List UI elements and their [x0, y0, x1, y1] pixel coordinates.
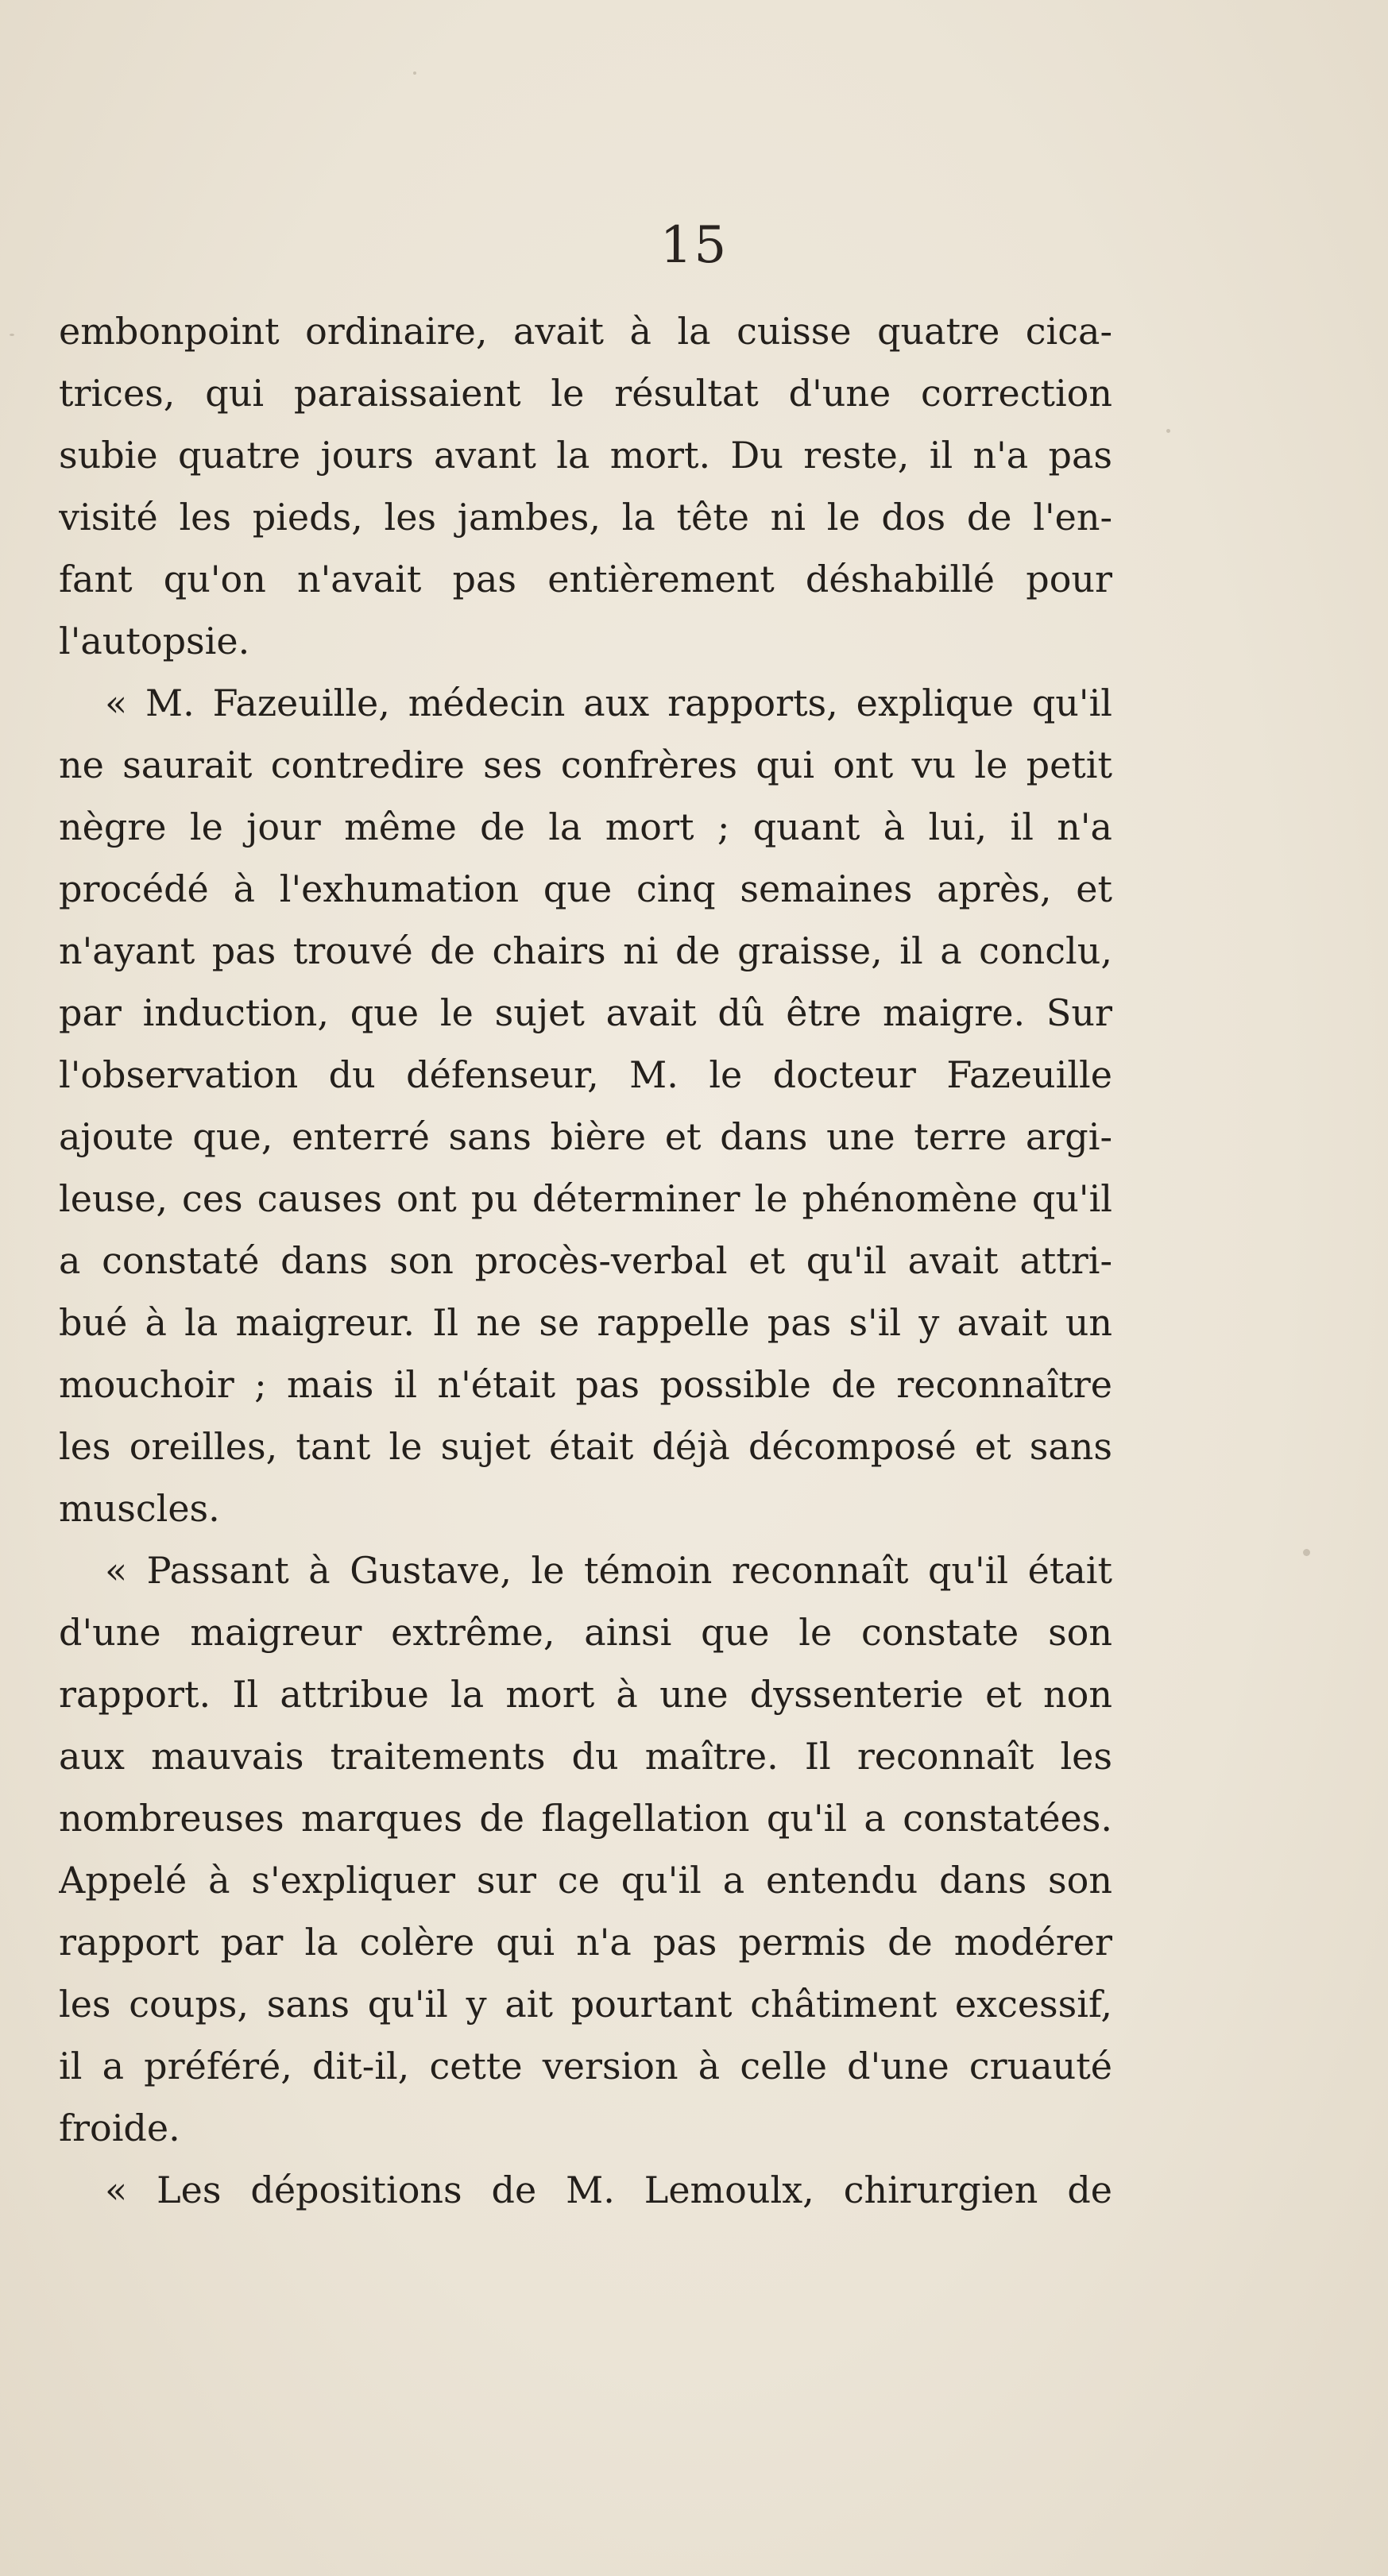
text-line: leuse, ces causes ont pu déterminer le phénomène qu'il	[59, 1177, 1112, 1220]
page-number: 15	[659, 216, 729, 275]
text-line: ajoute que, enterré sans bière et dans une terre argi-	[59, 1115, 1112, 1158]
text-line: « M. Fazeuille, médecin aux rapports, explique qu'il	[105, 682, 1112, 724]
text-line: procédé à l'exhumation que cinq semaines après, et	[59, 867, 1112, 910]
text-line: a constaté dans son procès-verbal et qu'il avait attri-	[59, 1239, 1112, 1282]
text-line: froide.	[59, 2107, 180, 2149]
text-line: aux mauvais traitements du maître. Il reconnaît les	[59, 1735, 1112, 1778]
text-line: nombreuses marques de flagellation qu'il a constatées.	[59, 1797, 1112, 1840]
paper-speck	[10, 334, 14, 336]
text-line: subie quatre jours avant la mort. Du reste, il n'a pas	[59, 434, 1112, 477]
paper-speck	[1166, 429, 1170, 433]
text-line: nègre le jour même de la mort ; quant à lui, il n'a	[59, 805, 1112, 848]
text-line: l'autopsie.	[59, 620, 250, 662]
text-line: l'observation du défenseur, M. le docteur Fazeuille	[59, 1053, 1112, 1096]
text-line: Appelé à s'expliquer sur ce qu'il a entendu dans son	[59, 1859, 1112, 1902]
text-line: bué à la maigreur. Il ne se rappelle pas s'il y avait un	[59, 1301, 1112, 1344]
text-line: visité les pieds, les jambes, la tête ni le dos de l'en-	[59, 496, 1112, 539]
paper-speck	[413, 71, 416, 75]
text-line: les coups, sans qu'il y ait pourtant châtiment excessif,	[59, 1983, 1112, 2026]
text-line: les oreilles, tant le sujet était déjà décomposé et sans	[59, 1425, 1112, 1468]
text-line: trices, qui paraissaient le résultat d'une correction	[59, 372, 1112, 415]
text-line: d'une maigreur extrême, ainsi que le constate son	[59, 1611, 1112, 1654]
text-line: par induction, que le sujet avait dû être maigre. Sur	[59, 991, 1112, 1034]
text-line: « Passant à Gustave, le témoin reconnaît qu'il était	[105, 1549, 1112, 1592]
paper-speck	[1303, 1549, 1310, 1556]
text-line: rapport. Il attribue la mort à une dyssenterie et non	[59, 1673, 1112, 1716]
text-line: « Les dépositions de M. Lemoulx, chirurgien de	[105, 2169, 1112, 2211]
text-line: rapport par la colère qui n'a pas permis de modérer	[59, 1921, 1112, 1964]
text-line: il a préféré, dit-il, cette version à celle d'une cruauté	[59, 2045, 1112, 2087]
text-line: ne saurait contredire ses confrères qui ont vu le petit	[59, 743, 1112, 786]
text-line: muscles.	[59, 1487, 220, 1530]
text-line: fant qu'on n'avait pas entièrement déshabillé pour	[59, 558, 1112, 601]
text-line: mouchoir ; mais il n'était pas possible de reconnaître	[59, 1363, 1112, 1406]
body-text	[59, 300, 1112, 2221]
text-line: embonpoint ordinaire, avait à la cuisse quatre cica-	[59, 310, 1112, 353]
text-line: n'ayant pas trouvé de chairs ni de graisse, il a conclu,	[59, 929, 1112, 972]
